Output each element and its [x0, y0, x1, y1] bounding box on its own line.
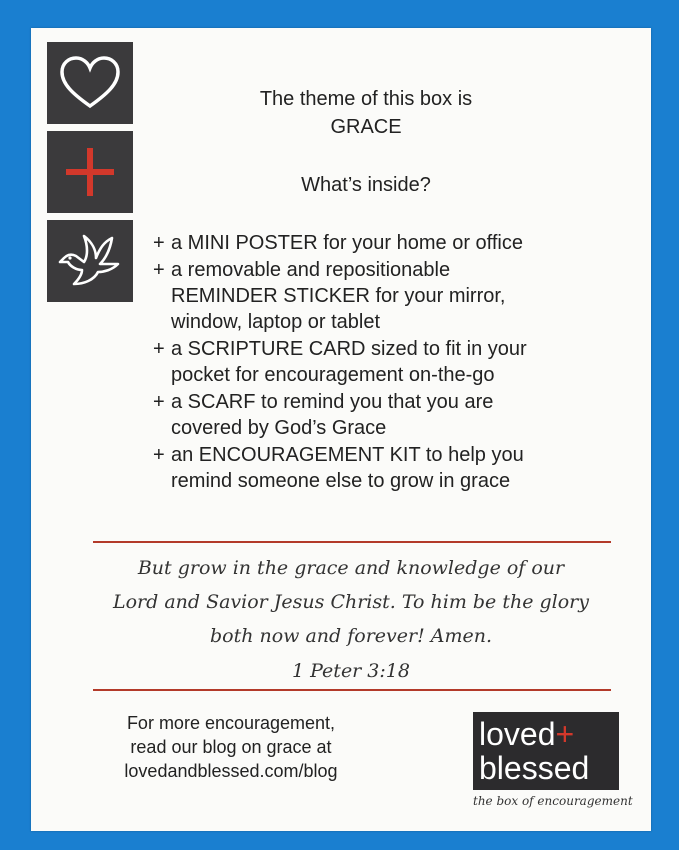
item-text: REMINDER STICKER for your mirror, [171, 285, 506, 307]
plus-bullet: + [153, 259, 165, 281]
item-text: an ENCOURAGEMENT KIT to help you [171, 444, 524, 466]
brand-logo [473, 712, 619, 790]
plus-bullet: + [153, 391, 165, 413]
logo-plus: + [555, 716, 575, 752]
item-text: a SCARF to remind you that you are [171, 391, 494, 413]
item-text: a SCRIPTURE CARD sized to fit in your [171, 338, 527, 360]
item-text: window, laptop or tablet [171, 311, 381, 333]
logo-word-blessed: blessed [479, 750, 590, 786]
info-card [31, 28, 651, 831]
verse-line: Lord and Savior Jesus Christ. To him be the glory [112, 591, 589, 613]
dove-icon [47, 220, 133, 302]
logo-word-loved: loved [479, 716, 556, 752]
list-item [153, 257, 633, 335]
item-text: a removable and repositionable [171, 259, 451, 281]
plus-bullet: + [153, 232, 165, 254]
logo-tagline: the box of encouragement [473, 794, 633, 808]
cross-icon [47, 131, 133, 213]
contents-list [153, 230, 633, 495]
whats-inside-heading: What’s inside? [301, 174, 431, 196]
list-item [153, 442, 633, 494]
divider-bottom [93, 689, 611, 691]
verse-line: But grow in the grace and knowledge of our [137, 557, 565, 579]
verse-reference: 1 Peter 3:18 [292, 660, 410, 682]
blog-note [101, 711, 361, 783]
footer-line: read our blog on grace at [130, 737, 332, 757]
list-item [153, 230, 633, 256]
item-text: covered by God’s Grace [171, 417, 387, 439]
heart-icon [47, 42, 133, 124]
item-text: pocket for encouragement on-the-go [171, 364, 495, 386]
plus-bullet: + [153, 444, 165, 466]
theme-intro: The theme of this box is [259, 88, 473, 110]
list-item [153, 389, 633, 441]
blog-link: lovedandblessed.com/blog [124, 761, 338, 781]
list-item [153, 336, 633, 388]
verse-line: both now and forever! Amen. [209, 625, 493, 647]
divider-top [93, 541, 611, 543]
theme-title: GRACE [330, 116, 402, 138]
footer-line: For more encouragement, [126, 713, 336, 733]
plus-bullet: + [153, 338, 165, 360]
item-text: remind someone else to grow in grace [171, 470, 511, 492]
item-text: a MINI POSTER for your home or office [171, 232, 523, 254]
